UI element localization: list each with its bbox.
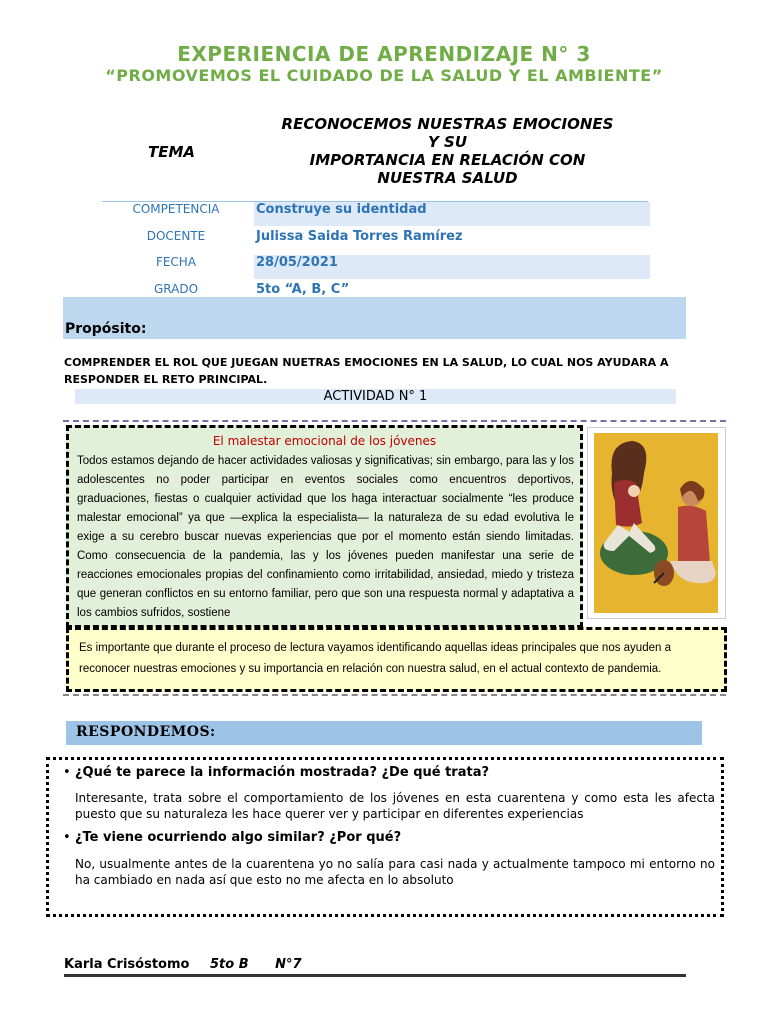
student-grade: 5to B <box>209 957 249 972</box>
docente-label: DOCENTE <box>146 229 206 243</box>
tema-line-4: NUESTRA SALUD <box>377 169 518 187</box>
fecha-value: 28/05/2021 <box>254 255 650 279</box>
answers-box <box>46 757 724 917</box>
bullet-icon: • <box>63 765 71 780</box>
competencia-value: Construye su identidad <box>254 202 650 226</box>
question-1: ¿Qué te parece la información mostrada? ¿De qué trata? <box>75 765 490 780</box>
grado-label: GRADO <box>153 282 199 296</box>
student-signature <box>64 957 302 972</box>
reading-title: El malestar emocional de los jóvenes <box>212 434 437 448</box>
competencia-label: COMPETENCIA <box>132 202 220 216</box>
page-subtitle: “PROMOVEMOS EL CUIDADO DE LA SALUD Y EL AMBIENTE” <box>105 66 663 85</box>
question-2: ¿Te viene ocurriendo algo similar? ¿Por qué? <box>75 830 402 845</box>
fecha-label: FECHA <box>155 255 197 269</box>
illustration-youths-image <box>594 433 718 613</box>
tema-line-2: Y SU <box>427 133 468 151</box>
illustration <box>587 427 726 619</box>
info-row-fecha <box>102 255 648 281</box>
student-number: N°7 <box>275 957 302 972</box>
section-divider-top <box>63 420 726 422</box>
proposito-text: COMPRENDER EL ROL QUE JUEGAN NUETRAS EMOCIONES EN LA SALUD, LO CUAL NOS AYUDARA A RESPONDER EL RETO PRINCIPAL. <box>64 356 669 386</box>
info-row-docente <box>102 229 648 255</box>
tema-line-1: RECONOCEMOS NUESTRAS EMOCIONES <box>281 115 614 133</box>
tema-line-3: IMPORTANCIA EN RELACIÓN CON <box>309 151 586 169</box>
bullet-icon: • <box>63 830 71 845</box>
reading-box <box>66 425 583 628</box>
proposito-band <box>63 297 686 339</box>
info-row-competencia <box>102 202 648 228</box>
section-divider-middle <box>63 694 726 696</box>
tema-title <box>250 115 645 187</box>
page-title: EXPERIENCIA DE APRENDIZAJE N° 3 <box>177 42 591 66</box>
answer-2: No, usualmente antes de la cuarentena yo no salía para casi nada y actualmente tampoco mi entorno no ha cambiado en nada así que esto no me afecta en lo absoluto <box>75 857 715 887</box>
note-box <box>66 627 727 692</box>
student-name: Karla Crisóstomo <box>64 957 190 972</box>
respondemos-band <box>66 721 702 745</box>
proposito-label: Propósito: <box>65 321 147 337</box>
footer-rule <box>64 974 686 977</box>
docente-value: Julissa Saida Torres Ramírez <box>256 229 463 244</box>
note-text: Es importante que durante el proceso de lectura vayamos identificando aquellas ideas principales que nos ayuden a reconocer nuestras emociones y su importancia en relación con nuestra salud, en el actual contexto de pandemia. <box>79 642 671 675</box>
respondemos-label: RESPONDEMOS: <box>76 724 216 740</box>
grado-value: 5to “A, B, C” <box>256 282 350 297</box>
tema-label: TEMA <box>148 143 196 161</box>
youths-illustration-icon <box>594 433 718 613</box>
answer-1: Interesante, trata sobre el comportamiento de los jóvenes en esta cuarentena y como esta les afecta puesto que su naturaleza les hace querer ver y participar en diferentes experiencias <box>75 791 715 821</box>
actividad-heading: ACTIVIDAD N° 1 <box>75 389 676 404</box>
reading-text: Todos estamos dejando de hacer actividades valiosas y significativas; sin embargo, para las y los adolescentes no poder participar en eventos sociales como encuentros deportivos, graduaciones, fiestas o cualquier actividad que los haga interactuar socialmente “les produce malestar emocional” ya que —explica la especialista— la naturaleza de su edad evolutiva le exige a su cerebro buscar nuevas experiencias que por el momento están siendo limitadas. Como consecuencia de la pandemia, las y los jóvenes pueden manifestar una serie de reacciones emocionales propias del confinamiento como irritabilidad, ansiedad, miedo y tristeza que generan conflictos en su entorno familiar, pero que son una respuesta normal y adaptativa a los cambios sufridos, sostiene <box>77 455 574 619</box>
